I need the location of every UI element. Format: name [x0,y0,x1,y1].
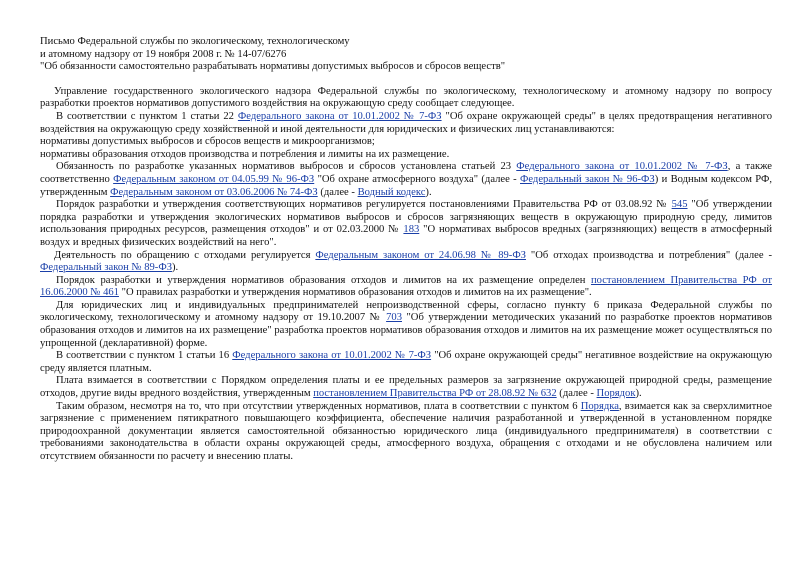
document-heading [40,36,772,74]
text: ) и Водным кодексом РФ, утвержденным [40,173,772,198]
text: Порядок разработки и утверждения нормативов образования отходов и лимитов на их размещение определен [56,274,591,286]
text: "Об утверждении методических указаний по разработке проектов нормативов образования отходов и лимитов на их размещение" разработка проектов нормативов образования отходов и лимитов на их размещение может осуществляться по упрощенной (декларативной) форме. [40,312,773,349]
link-law-96fz[interactable]: Федеральным законом от 04.05.99 № 96-ФЗ [113,173,315,185]
list-item-emissions: нормативы допустимых выбросов и сбросов веществ и микроорганизмов; [40,136,375,148]
text: В соответствии с пунктом 1 статьи 22 [56,110,238,122]
link-law-96fz-short[interactable]: Федеральный закон № 96-ФЗ [520,173,655,185]
link-law-89fz[interactable]: Федеральным законом от 24.06.98 № 89-ФЗ [315,249,526,261]
text: (далее - [556,388,597,400]
text: Для юридических лиц и индивидуальных предпринимателей непроизводственной сферы, согласно пункту 6 приказа Федеральной службы по экологическому, технологическому и атомному надзору от 19.10.2007 № [40,299,772,324]
text: ). [425,186,432,198]
text: Обязанность по разработке указанных нормативов выбросов и сбросов установлена статьей 23 [56,161,517,173]
text: "Об утверждении порядка разработки и утверждения экологических нормативов выбросов и сбросов загрязняющих веществ в окружающую природную среду, лимитов использования природных ресурсов, размещения отходов" и от 02.03.2000 № [40,199,772,236]
text: "Об отходах производства и потребления" (далее - [526,249,773,261]
paragraph-non-production [40,300,772,350]
text: , взимается как за сверхлимитное загрязнение с применением пятикратного повышающего коэффициента, обеспечение наличия разработанной и утвержденной в установленном порядке природоохранной документации является самостоятельной обязанностью юридического лица (индивидуального предпринимателя) в соответствии с требованиями законодательства в области охраны окружающей среды, атмосферного воздуха, обращения с отходами и не обусловлена наличием или отсутствием обязанности по расчету и внесению платы. [40,400,772,462]
text: "О нормативах выбросов вредных (загрязняющих) веществ в атмосферный воздух и вредных физических воздействий на него". [40,224,773,248]
paragraph-procedure [40,199,772,249]
paragraph-waste-norms [40,275,772,300]
link-poryadok[interactable]: Порядок [596,388,636,400]
paragraph-conclusion [40,401,772,464]
link-water-code[interactable]: Федеральным законом от 03.06.2006 № 74-ФЗ [110,186,318,198]
heading-line-1: Письмо Федеральной службы по экологическому, технологическому [40,36,350,47]
paragraph-payment [40,375,772,400]
link-law-7fz[interactable]: Федерального закона от 10.01.2002 № 7-ФЗ [516,161,728,173]
text: "Об охране окружающей среды" в целях предотвращения негативного воздействия на окружающую среду хозяйственной и иной деятельности для юридических и физических лиц устанавливаются: [40,110,772,135]
heading-line-3: "Об обязанности самостоятельно разрабатывать нормативы допустимых выбросов и сбросов веществ" [40,61,506,73]
text: ). [635,388,642,400]
paragraph-obligation [40,161,772,199]
link-law-7fz[interactable]: Федерального закона от 10.01.2002 № 7-ФЗ [232,350,432,362]
heading-line-2: и атомному надзору от 19 ноября 2008 г. № 14-07/6276 [40,48,287,60]
paragraph-article-16 [40,350,772,375]
document-page [40,36,772,464]
link-water-code-short[interactable]: Водный кодекс [357,186,426,198]
link-law-89fz-short[interactable]: Федеральный закон № 89-ФЗ [40,262,173,274]
link-post-545[interactable]: 545 [671,199,688,211]
link-post-632[interactable]: постановлением Правительства РФ от 28.08.92 № 632 [313,388,557,400]
link-poryadka[interactable]: Порядка [580,400,619,412]
link-post-461[interactable]: постановлением Правительства РФ от 16.06.2000 № 461 [40,274,773,299]
paragraph-article-22 [40,111,772,136]
list-item-waste: нормативы образования отходов производства и потребления и лимиты на их размещение. [40,148,450,160]
text: , а также соответственно [40,161,772,185]
link-post-183[interactable]: 183 [403,224,420,236]
text: "Об охране окружающей среды" негативное воздействие на окружающую среду является платным. [40,350,772,374]
paragraph-intro: Управление государственного экологического надзора Федеральной службы по экологическому, технологическому и атомному надзору по вопросу разработки проектов нормативов допустимого воздействия на окружающую среду сообщает следующее. [40,85,772,110]
link-order-703[interactable]: 703 [386,312,402,324]
paragraph-waste-activity [40,250,772,275]
text: ). [172,262,179,274]
text: "Об охране атмосферного воздуха" (далее - [314,173,520,185]
link-law-7fz[interactable]: Федерального закона от 10.01.2002 № 7-ФЗ [237,110,442,122]
text: Порядок разработки и утверждения соответствующих нормативов регулируется постановлениями Правительства РФ от 03.08.92 № [56,199,672,211]
text: (далее - [317,186,358,198]
text: Деятельность по обращению с отходами регулируется [54,249,316,261]
text: В соответствии с пунктом 1 статьи 16 [56,350,233,362]
text: Таким образом, несмотря на то, что при отсутствии утвержденных нормативов, плата в соответствии с пунктом 6 [56,400,581,412]
text: "О правилах разработки и утверждения нормативов образования отходов и лимитов на их размещение". [118,287,592,299]
text: Плата взимается в соответствии с Порядком определения платы и ее предельных размеров за загрязнение окружающей природной среды, размещение отходов, другие виды вредного воздействия, утвержденным [40,375,772,400]
